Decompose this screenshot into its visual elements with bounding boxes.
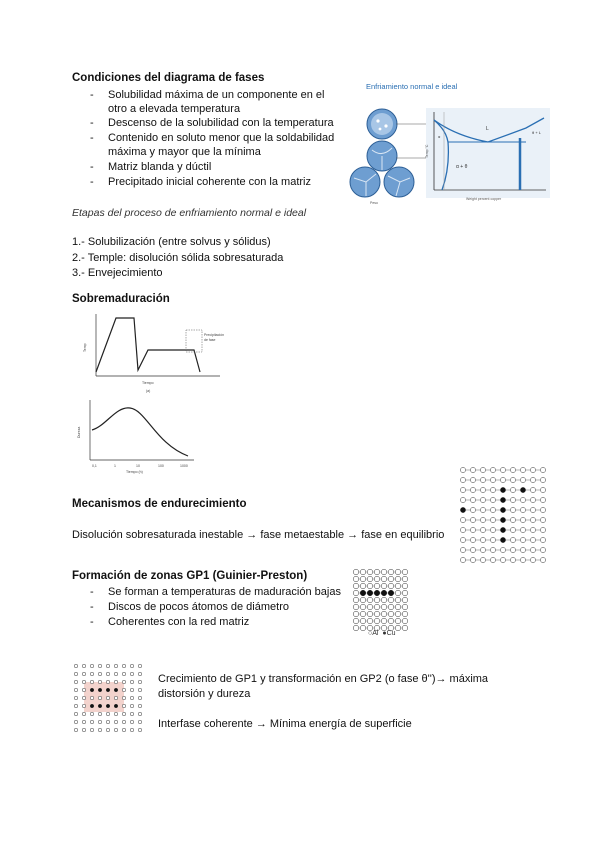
cu-atom [98,688,102,692]
al-atom [122,664,126,668]
al-atom [480,537,485,542]
al-atom [395,597,401,603]
list-item: 3.- Envejecimiento [72,267,163,279]
al-atom [395,590,401,596]
al-atom [470,507,475,512]
al-atom [480,497,485,502]
gp2-zone-figure [70,660,146,738]
al-atom [381,597,387,603]
svg-text:α: α [438,134,441,139]
al-atom [98,728,102,732]
al-atom [381,583,387,589]
al-atom [480,477,485,482]
al-atom [520,507,525,512]
al-atom [106,728,110,732]
svg-text:de fase: de fase [204,338,216,342]
svg-text:0,1: 0,1 [92,464,97,468]
al-atom [374,583,380,589]
al-atom [388,576,394,582]
al-atom [470,517,475,522]
al-atom [530,487,535,492]
al-atom [395,604,401,610]
stages-list [72,235,283,282]
al-atom [74,720,78,724]
al-atom [540,477,545,482]
al-atom [374,569,380,575]
al-atom [360,604,366,610]
al-atom [530,507,535,512]
al-atom [530,537,535,542]
al-atom [540,497,545,502]
svg-text:10: 10 [136,464,140,468]
al-atom [460,537,465,542]
list-item: 2.- Temple: disolución sólida sobresaturada [72,251,284,264]
al-atom [460,517,465,522]
al-atom [82,680,86,684]
al-atom [122,728,126,732]
al-atom [374,611,380,617]
precipitate-zone [84,682,124,712]
al-atom [470,467,475,472]
al-atom [138,680,142,684]
al-atom [520,547,525,552]
al-atom [540,527,545,532]
al-atom [388,611,394,617]
al-atom [122,680,126,684]
al-atom [470,497,475,502]
al-atom [367,569,373,575]
al-atom [530,547,535,552]
al-atom [106,712,110,716]
cu-atom [90,704,94,708]
section-title-mechanisms: Mecanismos de endurecimiento [72,498,247,510]
al-atom [360,569,366,575]
al-atom [106,720,110,724]
al-atom [388,618,394,624]
al-atom [98,696,102,700]
al-atom [402,583,408,589]
al-atom [402,576,408,582]
al-atom [98,720,102,724]
al-atom [510,487,515,492]
cu-atom [500,487,505,492]
al-atom [367,576,373,582]
al-atom [540,557,545,562]
cu-atom [367,590,373,596]
al-atom [374,576,380,582]
al-atom [90,672,94,676]
al-atom [540,467,545,472]
al-atom [402,597,408,603]
al-atom [381,611,387,617]
al-atom [360,597,366,603]
al-atom [510,467,515,472]
al-atom [520,527,525,532]
al-atom [530,517,535,522]
al-atom [460,467,465,472]
al-atom [470,537,475,542]
al-atom [402,611,408,617]
al-atom [353,604,359,610]
al-atom [520,517,525,522]
svg-text:100: 100 [158,464,164,468]
al-atom [470,547,475,552]
gp1-zone-figure [352,568,408,640]
svg-text:L: L [486,126,489,132]
al-atom [122,696,126,700]
stages-heading: Etapas del proceso de enfriamiento normal e ideal [72,207,307,219]
al-atom [122,720,126,724]
al-atom [114,712,118,716]
al-atom [130,672,134,676]
al-atom [374,604,380,610]
al-atom [530,557,535,562]
al-atom [490,547,495,552]
al-atom [74,728,78,732]
al-atom [490,517,495,522]
al-atom [388,597,394,603]
al-atom [130,728,134,732]
al-atom [388,604,394,610]
al-atom [374,618,380,624]
al-atom [530,477,535,482]
al-atom [74,696,78,700]
svg-text:Tiempo (h): Tiempo (h) [126,470,143,474]
gp1-legend: ○Al ●Cu [368,630,396,637]
al-atom [353,569,359,575]
al-atom [520,557,525,562]
al-atom [74,712,78,716]
al-atom [510,547,515,552]
al-atom [82,664,86,668]
al-atom [510,477,515,482]
al-atom [510,537,515,542]
al-atom [500,467,505,472]
al-atom [138,688,142,692]
al-atom [138,672,142,676]
al-atom [114,664,118,668]
svg-text:θ + L: θ + L [532,130,542,135]
al-atom [395,625,401,631]
al-atom [395,569,401,575]
al-atom [540,517,545,522]
al-atom [353,597,359,603]
al-atom [490,497,495,502]
al-atom [106,664,110,668]
al-atom [480,547,485,552]
al-atom [74,672,78,676]
al-atom [74,664,78,668]
svg-text:Weight percent copper: Weight percent copper [466,197,502,201]
svg-text:(a): (a) [146,389,151,393]
al-atom [530,497,535,502]
al-atom [360,625,366,631]
al-atom [82,712,86,716]
al-atom [138,728,142,732]
cu-atom [381,590,387,596]
al-atom [520,497,525,502]
al-atom [90,728,94,732]
al-atom [470,557,475,562]
al-atom [510,507,515,512]
al-atom [98,712,102,716]
figure-title: Enfriamiento normal e ideal [366,82,458,91]
al-atom [460,527,465,532]
legend-al: Al [372,630,379,637]
al-atom [490,467,495,472]
al-atom [114,728,118,732]
al-atom [90,712,94,716]
al-atom [353,590,359,596]
al-atom [82,672,86,676]
al-atom [395,611,401,617]
al-atom [381,576,387,582]
lattice-figure-right [456,462,552,566]
al-atom [130,720,134,724]
al-atom [98,672,102,676]
al-atom [460,477,465,482]
al-atom [520,477,525,482]
section-title-overaging: Sobremaduración [72,293,170,305]
al-atom [74,688,78,692]
al-atom [500,557,505,562]
al-atom [540,487,545,492]
cu-atom [114,704,118,708]
al-atom [540,537,545,542]
al-atom [360,618,366,624]
al-atom [374,597,380,603]
al-atom [490,487,495,492]
al-atom [82,704,86,708]
al-atom [90,720,94,724]
hardness-curve-diagram [76,398,196,474]
al-atom [82,720,86,724]
al-atom [353,576,359,582]
al-atom [520,537,525,542]
al-atom [122,672,126,676]
svg-text:1: 1 [114,464,116,468]
svg-text:Precipitación: Precipitación [204,333,225,337]
al-atom [460,547,465,552]
al-atom [480,517,485,522]
cu-atom [460,507,465,512]
al-atom [480,507,485,512]
al-atom [367,597,373,603]
al-atom [490,557,495,562]
al-atom [360,583,366,589]
al-atom [480,557,485,562]
al-atom [138,712,142,716]
al-atom [353,583,359,589]
al-atom [130,704,134,708]
al-atom [353,625,359,631]
svg-text:1000: 1000 [180,464,188,468]
al-atom [388,583,394,589]
al-atom [82,688,86,692]
al-atom [381,604,387,610]
al-atom [490,527,495,532]
cu-atom [106,688,110,692]
cu-atom [106,704,110,708]
al-atom [106,680,110,684]
al-atom [114,696,118,700]
cu-atom [388,590,394,596]
al-atom [74,704,78,708]
al-atom [82,696,86,700]
al-atom [540,547,545,552]
al-atom [460,497,465,502]
svg-text:Temp: Temp [83,343,87,352]
al-atom [510,497,515,502]
cu-atom [520,487,525,492]
svg-text:α + θ: α + θ [456,164,468,170]
cu-atom [90,688,94,692]
al-atom [388,569,394,575]
al-atom [395,618,401,624]
svg-text:Temp °C: Temp °C [425,144,429,158]
al-atom [460,487,465,492]
heat-treatment-diagram [82,312,225,396]
al-atom [130,680,134,684]
al-atom [114,680,118,684]
al-atom [510,557,515,562]
al-atom [402,590,408,596]
al-atom [510,527,515,532]
al-atom [367,618,373,624]
cu-atom [500,497,505,502]
al-atom [402,604,408,610]
al-atom [510,517,515,522]
section-title-gp1: Formación de zonas GP1 (Guinier-Preston) [72,570,308,582]
al-atom [98,680,102,684]
al-atom [381,569,387,575]
cu-atom [98,704,102,708]
cu-atom [360,590,366,596]
al-atom [530,527,535,532]
svg-text:Tiempo: Tiempo [142,381,154,385]
al-atom [114,720,118,724]
al-atom [122,704,126,708]
cu-atom [500,537,505,542]
al-atom [114,672,118,676]
al-atom [470,527,475,532]
cu-atom [374,590,380,596]
al-atom [130,688,134,692]
mechanisms-text: Disolución sobresaturada inestable → fase metaestable → fase en equilibrio [72,529,445,541]
al-atom [353,611,359,617]
al-atom [130,696,134,700]
al-atom [480,467,485,472]
al-atom [106,672,110,676]
gp2-line: Crecimiento de GP1 y transformación en GP2 (o fase θ'')→ máxima [158,673,489,685]
al-atom [138,664,142,668]
al-atom [540,507,545,512]
cu-atom [114,688,118,692]
al-atom [490,507,495,512]
legend-cu: Cu [386,630,396,637]
al-atom [353,618,359,624]
al-atom [402,569,408,575]
svg-text:Peso: Peso [370,201,378,205]
section-title-conditions: Condiciones del diagrama de fases [72,72,265,84]
al-atom [470,487,475,492]
al-atom [122,712,126,716]
al-atom [360,611,366,617]
al-atom [82,728,86,732]
al-atom [367,604,373,610]
al-atom [490,477,495,482]
al-atom [530,467,535,472]
phase-diagram-figure [346,78,552,208]
al-atom [480,527,485,532]
gp2-line: distorsión y dureza [158,688,251,700]
cu-atom [500,517,505,522]
al-atom [138,720,142,724]
al-atom [490,537,495,542]
al-atom [500,547,505,552]
cu-atom [500,507,505,512]
al-atom [138,696,142,700]
al-atom [90,664,94,668]
al-atom [480,487,485,492]
al-atom [130,664,134,668]
al-atom [470,477,475,482]
al-atom [367,583,373,589]
al-atom [395,576,401,582]
al-atom [130,712,134,716]
al-atom [367,611,373,617]
al-atom [106,696,110,700]
interface-text: Interfase coherente → Mínima energía de superficie [158,718,412,730]
al-atom [460,557,465,562]
cu-atom [500,527,505,532]
al-atom [74,680,78,684]
al-atom [381,618,387,624]
al-atom [98,664,102,668]
al-atom [402,618,408,624]
al-atom [138,704,142,708]
gp2-text [158,672,488,702]
al-atom [402,625,408,631]
al-atom [500,477,505,482]
al-atom [520,467,525,472]
al-atom [122,688,126,692]
al-atom [360,576,366,582]
al-atom [90,680,94,684]
al-atom [395,583,401,589]
svg-text:Dureza: Dureza [77,426,81,438]
list-item: 1.- Solubilización (entre solvus y sólidus) [72,236,271,248]
al-atom [90,696,94,700]
